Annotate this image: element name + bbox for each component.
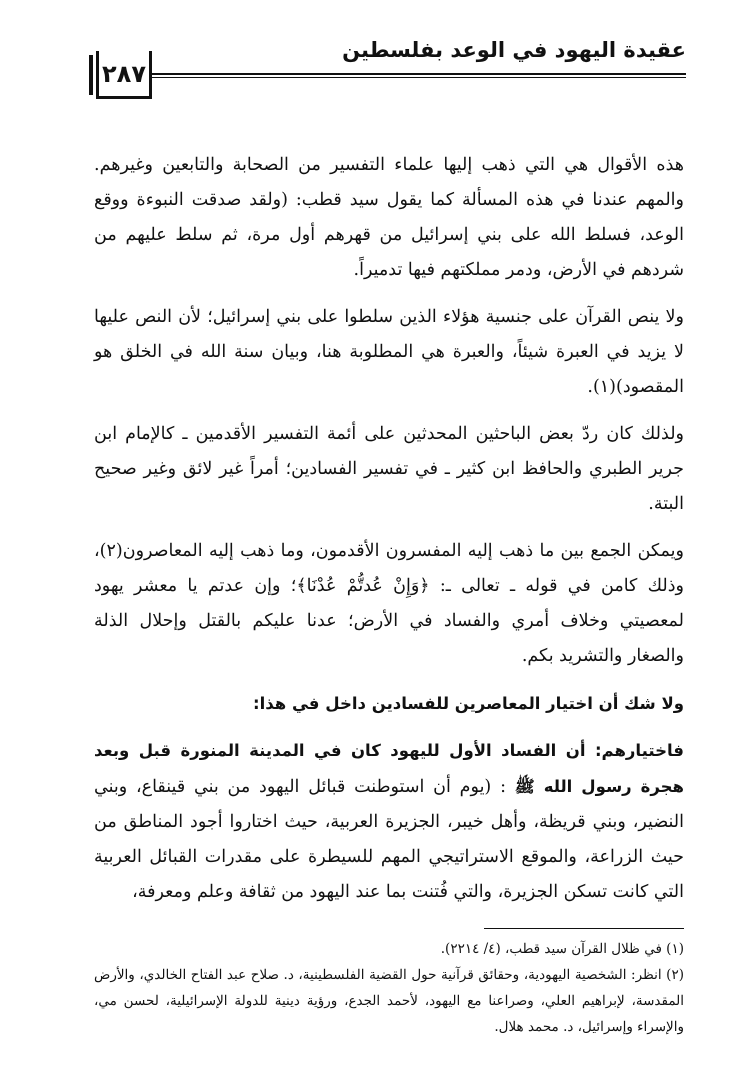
running-header-title: عقيدة اليهود في الوعد بفلسطين — [342, 38, 686, 62]
paragraph-final — [94, 733, 684, 910]
paragraph: ولا ينص القرآن على جنسية هؤلاء الذين سلطوا على بني إسرائيل؛ لأن النص عليها لا يزيد في العبرة شيئاً، والعبرة هي المطلوبة هنا، وبيان سنة الله في الخلق هو المقصود)(١). — [94, 307, 684, 397]
bold-statement: ولا شك أن اختيار المعاصرين للفسادين داخل في هذا: — [253, 694, 684, 713]
paragraph: ولذلك كان ردّ بعض الباحثين المحدثين على أئمة التفسير الأقدمين ـ كالإمام ابن جرير الطبري والحافظ ابن كثير ـ في تفسير الفسادين؛ أمراً غير لائق وغير صحيح البتة. — [94, 424, 684, 514]
footnote: (١) في ظلال القرآن سيد قطب، (٤/ ٢٢١٤). — [440, 941, 684, 957]
page-number: ٢٨٧ — [96, 51, 152, 99]
footnotes — [94, 936, 684, 1040]
footnote: (٢) انظر: الشخصية اليهودية، وحقائق قرآنية حول القضية الفلسطينية، د. صلاح عبد الفتاح الخالدي، والأرض المقدسة، لإبراهيم العلي، وصراعنا مع اليهود، لأحمد الجدع، ورؤية دينية للدولة الإسرائيلية، لحسن مي، والإسراء وإسرائيل، د. محمد هلال. — [94, 967, 684, 1035]
footnote-separator — [484, 928, 684, 929]
paragraph-rest: : (يوم أن استوطنت قبائل اليهود من بني قينقاع، وبني النضير، وبني قريظة، وأهل خيبر، الجزيرة العربية، حيث اختاروا أجود المناطق من حيث الزراعة، والموقع الاستراتيجي المهم للسيطرة على مقدرات القبائل العربية التي كانت تسكن الجزيرة، والتي فُتنت بما عند اليهود من ثقافة وعلم ومعرفة، — [94, 777, 684, 902]
body-text — [94, 148, 684, 922]
header-rule — [152, 73, 686, 75]
paragraph: ويمكن الجمع بين ما ذهب إليه المفسرون الأقدمون، وما ذهب إليه المعاصرون(٢)، وذلك كامن في قوله ـ تعالى ـ: ﴿وَإِنْ عُدتُّمْ عُدْنَا﴾؛ وإن عدتم يا معشر يهود لمعصيتي وخلاف أمري والفساد في الأرض؛ عدنا عليكم بالقتل وإحلال الذلة والصغار والتشريد بكم. — [94, 541, 684, 666]
header-rule-thin — [152, 77, 686, 78]
paragraph: هذه الأقوال هي التي ذهب إليها علماء التفسير من الصحابة والتابعين وغيرهم. والمهم عندنا في هذه المسألة كما يقول سيد قطب: (ولقد صدقت النبوءة ووقع الوعد، فسلط الله على بني إسرائيل من قهرهم أول مرة، ثم سلط عليهم من شردهم في الأرض، ودمر مملكتهم فيها تدميراً. — [94, 155, 684, 280]
paragraph-lead: فاختيارهم: أن الفساد الأول لليهود كان في المدينة المنورة قبل وبعد هجرة رسول الله ﷺ — [94, 741, 684, 796]
